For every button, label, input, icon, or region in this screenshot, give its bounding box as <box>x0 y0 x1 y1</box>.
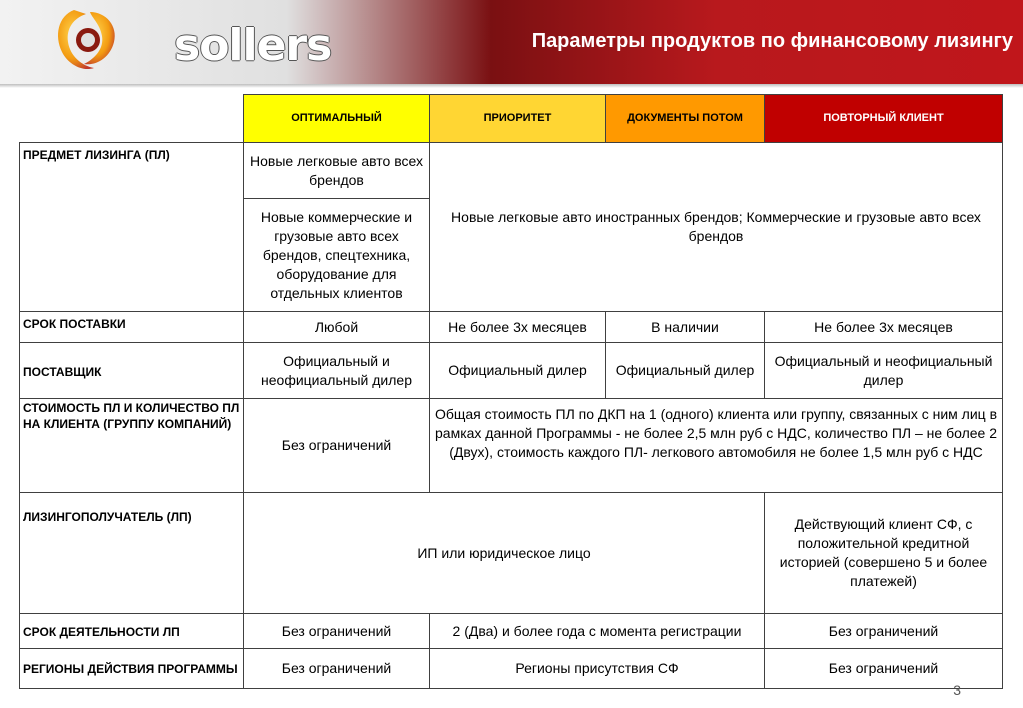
column-header-documents-later: ДОКУМЕНТЫ ПОТОМ <box>606 95 765 143</box>
row-label-regions: РЕГИОНЫ ДЕЙСТВИЯ ПРОГРАММЫ <box>20 649 244 689</box>
page-title: Параметры продуктов по финансовому лизингу <box>531 30 1013 52</box>
leasing-parameters-table <box>19 94 1003 689</box>
table-row <box>20 614 1003 649</box>
cell-subject-optimal-a: Новые легковые авто всех брендов <box>244 143 430 199</box>
column-header-optimal: ОПТИМАЛЬНЫЙ <box>244 95 430 143</box>
row-label-cost: СТОИМОСТЬ ПЛ И КОЛИЧЕСТВО ПЛ НА КЛИЕНТА (ГРУППУ КОМПАНИЙ) <box>20 399 244 493</box>
cell-activity-repeat-client: Без ограничений <box>765 614 1003 649</box>
cell-supplier-repeat-client: Официальный и неофициальный дилер <box>765 343 1003 399</box>
column-header-repeat-client: ПОВТОРНЫЙ КЛИЕНТ <box>765 95 1003 143</box>
cell-supplier-priority: Официальный дилер <box>430 343 606 399</box>
row-label-delivery: СРОК ПОСТАВКИ <box>20 312 244 343</box>
cell-lessee-repeat-client: Действующий клиент СФ, с положительной кредитной историей (совершено 5 и более платежей) <box>765 493 1003 614</box>
cell-cost-optimal: Без ограничений <box>244 399 430 493</box>
cell-delivery-priority: Не более 3х месяцев <box>430 312 606 343</box>
brand-name: sollers <box>174 20 332 71</box>
cell-delivery-documents-later: В наличии <box>606 312 765 343</box>
sollers-logo <box>52 6 332 76</box>
table-header-row <box>20 95 1003 143</box>
cell-activity-optimal: Без ограничений <box>244 614 430 649</box>
sollers-logo-icon <box>52 6 122 76</box>
cell-subject-optimal-b: Новые коммерческие и грузовые авто всех брендов, спецтехника, оборудование для отдельных клиентов <box>244 199 430 312</box>
cell-supplier-documents-later: Официальный дилер <box>606 343 765 399</box>
header-divider <box>0 84 1023 88</box>
column-header-priority: ПРИОРИТЕТ <box>430 95 606 143</box>
row-label-subject: ПРЕДМЕТ ЛИЗИНГА (ПЛ) <box>20 143 244 312</box>
cell-delivery-optimal: Любой <box>244 312 430 343</box>
cell-regions-repeat-client: Без ограничений <box>765 649 1003 689</box>
row-label-supplier: ПОСТАВЩИК <box>20 343 244 399</box>
cell-activity-middle: 2 (Два) и более года с момента регистрации <box>430 614 765 649</box>
cell-regions-optimal: Без ограничений <box>244 649 430 689</box>
row-label-activity: СРОК ДЕЯТЕЛЬНОСТИ ЛП <box>20 614 244 649</box>
cell-subject-others: Новые легковые авто иностранных брендов; Коммерческие и грузовые авто всех брендов <box>430 143 1003 312</box>
cell-cost-others: Общая стоимость ПЛ по ДКП на 1 (одного) клиента или группу, связанных с ним лиц в рамках данной Программы - не более 2,5 млн руб с НДС, количество ПЛ – не более 2 (Двух), стоимость каждого ПЛ- легкового автомобиля не более 1,5 млн руб с НДС <box>430 399 1003 493</box>
table-row <box>20 343 1003 399</box>
table-row <box>20 649 1003 689</box>
cell-lessee-common: ИП или юридическое лицо <box>244 493 765 614</box>
cell-delivery-repeat-client: Не более 3х месяцев <box>765 312 1003 343</box>
row-label-lessee: ЛИЗИНГОПОЛУЧАТЕЛЬ (ЛП) <box>20 493 244 614</box>
cell-supplier-optimal: Официальный и неофициальный дилер <box>244 343 430 399</box>
page-number: 3 <box>953 682 961 698</box>
table-row <box>20 399 1003 493</box>
header-empty-cell <box>20 95 244 143</box>
table-row <box>20 143 1003 199</box>
table-row <box>20 493 1003 614</box>
cell-regions-middle: Регионы присутствия СФ <box>430 649 765 689</box>
table-row <box>20 312 1003 343</box>
